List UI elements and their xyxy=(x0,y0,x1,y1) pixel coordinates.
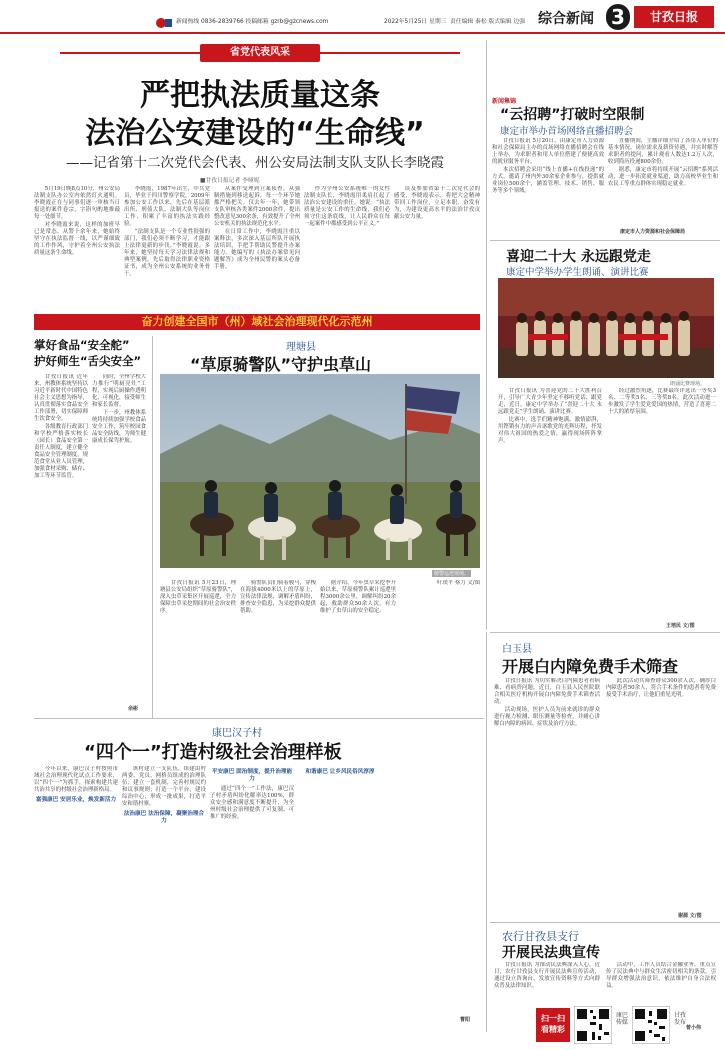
kangba-col-3 xyxy=(210,766,294,1014)
kangba-col-1 xyxy=(34,766,118,1014)
right-top-subtitle: 康定市举办首场网络直播招聘会 xyxy=(500,126,634,137)
kangba-sub-3: 平安康巴 固治制度，提升治理能力 xyxy=(211,769,293,782)
qr-strip xyxy=(536,1002,722,1046)
kangba-para-1: 该村建立一支队伍，组建由村两委、党员、网格员组成的治理队伍；建立一套机制，完善村规民约和议事规则；打造一个平台，建设综治中心；形成一批成果，打造平安和谐村寨。 xyxy=(122,766,206,807)
baiyu-para-0: 甘孜日报讯 为切实解决白内障患者看病难、看病贵问题，近日，白玉县人民医院联合相关医疗机构开展白内障免费手术筛查活动。 xyxy=(494,678,600,705)
right-mid-para-1: 比赛中，选手们精神饱满、激情澎湃，用铿锵有力的声音讴歌党的光辉历程，抒发对伟大祖国的热爱之情，赢得现场阵阵掌声。 xyxy=(498,417,602,444)
nongxing-title-1: 农行甘孜县支行 xyxy=(502,930,579,943)
litang-para-0: 甘孜日报讯 5月23日，理塘县公安局组织“草原骑警队”，深入虫草采集区开展巡逻，全力保障虫草采挖期间的社会治安秩序。 xyxy=(160,580,236,614)
litang-col-1 xyxy=(160,580,236,708)
masthead xyxy=(0,0,725,34)
litang-col-4 xyxy=(400,580,480,708)
kangba-para-2: 通过“四个一”工作法，康巴汉子村矛盾纠纷化解率达100%，群众安全感和满意度不断提升，为全州村级社会治理提供了可复制、可推广的经验。 xyxy=(210,786,294,820)
kangba-col-4 xyxy=(298,766,382,1014)
paper-name: 甘孜日报 xyxy=(634,6,714,28)
right-mid-para-0: 甘孜日报讯 为喜迎党的二十大胜利召开，引导广大青少年坚定不移听党话、跟党走，近日，康定中学举办了“喜迎二十大 永远跟党走”学生朗诵、演讲比赛。 xyxy=(498,388,602,415)
qr-logo-1: 康巴传媒 xyxy=(616,1012,629,1026)
nongxing-para-1: 活动中，工作人员结合金融业务，重点宣传了民法典中与群众生活密切相关的条款，引导群众增强法治意识，依法维护自身合法权益。 xyxy=(606,962,716,989)
lead-tag: 省党代表风采 xyxy=(200,44,320,62)
lead-title-2: 法治公安建设的“生命线” xyxy=(85,116,425,151)
lead-body-col-4 xyxy=(304,186,390,304)
right-top-title: “云招聘”打破时空限制 xyxy=(500,107,645,123)
qr-label: 扫一扫 看精彩 xyxy=(536,1008,570,1042)
date-text: 2022年5月25日 星期三 xyxy=(384,19,447,25)
baiyu-credit: 谢源 文/图 xyxy=(678,913,702,919)
food-para-2: 同时，全州学校大力推行“明厨亮灶”工程，实现后厨操作透明化、可视化，接受师生和家长监督。 xyxy=(92,374,146,408)
nongxing-title-2: 开展民法典宣传 xyxy=(502,945,600,961)
litang-col-3 xyxy=(320,580,396,708)
right-top-para-3: 据悉，康定市将持续开展“云招聘”系列活动，进一步拓宽就业渠道，助力高校毕业生和农民工等重点群体实现稳定就业。 xyxy=(608,167,718,187)
editor-text: 责任编辑 秦松 版式编辑 边强 xyxy=(450,19,526,25)
right-mid-subtitle: 康定中学举办学生朗诵、演讲比赛 xyxy=(506,267,649,278)
mounted-police-photo xyxy=(160,374,480,568)
nongxing-para-0: 甘孜日报讯 为推动民法典深入人心，近日，农行甘孜县支行开展民法典宣传活动，通过设立咨询台、发放宣传资料等方式向群众普及法律知识。 xyxy=(494,962,600,989)
litang-para-0b: 叶璞平 蔡力 文/图 xyxy=(437,580,480,586)
qr-code-1-icon[interactable] xyxy=(574,1006,612,1044)
lead-para-0: 5月19日晚8点10分，州公安局法制支队办公室内依然灯火通明。李晓霞正在与同事们逐一审核当日报送的案件卷宗，字斟句酌地推敲每一处细节。 xyxy=(34,186,120,220)
right-mid-title: 喜迎二十大 永远跟党走 xyxy=(506,249,651,265)
nongxing-credit: 曾小伟 xyxy=(686,1025,702,1031)
litang-para-2: 据介绍，今年虫草采挖季开始以来，草原骑警队累计巡逻里程3000余公里，调解纠纷20余起，救助群众50余人次，有力维护了虫草山的安全稳定。 xyxy=(320,580,396,614)
baiyu-place: 白玉县 xyxy=(502,644,532,655)
recital-photo-caption: 朗诵比赛现场。 xyxy=(670,381,706,387)
mounted-police-caption: 骑警巡逻现场。 xyxy=(434,571,470,577)
lead-para-1: 对李晓霞来说，这样的加班早已是常态。从警十余年来，她始终坚守在执法监督一线，以严谨细致的工作作风，守护着全州公安执法质量这条生命线。 xyxy=(34,222,120,256)
food-para-1: 各级教育行政部门和学校严格落实校长（园长）食品安全第一责任人制度，建立健全食品安全管理制度，规范食堂从业人员管理，加强食材采购、储存、加工等环节监管。 xyxy=(34,424,88,479)
section-title: 综合新闻 xyxy=(538,11,594,27)
food-credit: 余彬 xyxy=(128,706,139,712)
right-mid-para-2: 经过激烈角逐，比赛最终评选出一等奖3名、二等奖5名、三等奖8名。此次活动进一步激发了学生爱党爱国的热情，营造了喜迎二十大的浓厚氛围。 xyxy=(608,388,716,415)
food-title-2: 护好师生“舌尖安全” xyxy=(34,354,142,368)
news-digest-tag: 新闻集锦 xyxy=(492,98,517,105)
food-para-3: 下一步，州教体系统将持续加强学校食品安全工作，筑牢校园食品安全防线，为师生健康成长保驾护航。 xyxy=(92,410,146,444)
right-mid-credit: 王培民 文/图 xyxy=(666,623,695,629)
lead-body-col-2 xyxy=(124,186,210,304)
qr-logo-2: 甘孜发布 xyxy=(674,1012,687,1026)
litang-place: 理塘县 xyxy=(286,342,316,353)
kangba-credit: 曹阳 xyxy=(460,1017,471,1023)
kangba-sub-4: 和谐康巴 让乡风民俗风淳淳 xyxy=(305,769,375,775)
food-body-col-1 xyxy=(34,374,88,700)
right-mid-col-2 xyxy=(608,388,716,622)
lead-body-col-1 xyxy=(34,186,120,304)
lead-subtitle: ——记省第十二次党代会代表、州公安局法制支队支队长李晓霞 xyxy=(66,155,444,171)
right-top-para-1: 本次招聘会采用“线上直播+在线投递”的方式，邀请了州内外30余家企业参与，提供就业岗位500余个，涵盖管理、技术、销售、服务等多个领域。 xyxy=(492,167,604,194)
lead-para-2: 李晓霞，1987年出生，中共党员，毕业于四川警察学院。2009年参加公安工作以来，先后在基层派出所、刑侦大队、法制大队等岗位工作，积累了丰富的执法实践经验。 xyxy=(124,186,210,227)
lead-tag-banner xyxy=(60,44,460,62)
right-mid-col-1 xyxy=(498,388,602,622)
litang-col-2 xyxy=(240,580,316,708)
kangba-para-0: 今年以来，康巴汉子村按照市域社会治理现代化试点工作要求，以“四个一”为抓手，探索构建共建共治共享的村级社会治理新格局。 xyxy=(34,766,118,793)
lead-para-5: 在日常工作中，李晓霞注重以案释法，多次深入基层所队开展执法培训，手把手帮助民警提升办案能力。她编写的《执法办案常见问题解答》成为全州民警的案头必备手册。 xyxy=(214,229,300,270)
kangba-sub-2: 法治康巴 法治保障，凝聚治理合力 xyxy=(123,811,205,824)
lead-para-6: 作为全州公安系统唯一的女性法制支队长，李晓霞用柔肩扛起了法治公安建设的重任。她说：“执法质量是公安工作的生命线，我们必须守住这条底线，让人民群众在每一起案件中都感受到公平正义。” xyxy=(304,186,390,227)
baiyu-col-2 xyxy=(606,678,716,912)
lead-title-1: 严把执法质量这条 xyxy=(140,78,380,113)
right-top-credit: 康定市人力资源和社会保障局 xyxy=(620,229,686,235)
qr-code-2-icon[interactable] xyxy=(632,1006,670,1044)
lead-byline: ■甘孜日报记者 李娅妮 xyxy=(200,178,260,184)
right-top-col-1 xyxy=(492,138,604,226)
food-title-1: 掌好食品“安全舵” xyxy=(34,338,130,352)
baiyu-title: 开展白内障免费手术筛查 xyxy=(502,657,679,676)
baiyu-para-2: 此次活动共筛查群众300余人次，确诊白内障患者50余人，符合手术条件的患者将免费接受手术治疗，让他们重见光明。 xyxy=(606,678,716,698)
right-top-para-0: 甘孜日报讯 5月20日，由康定市人力资源和社会保障局主办的首场网络直播招聘会在线上举办，为求职者和用人单位搭建了便捷高效的就业服务平台。 xyxy=(492,138,604,165)
lead-body-col-3 xyxy=(214,186,300,304)
hotline-text: 新闻热线 0836-2839766 投稿邮箱 gzrb@gzcnews.com xyxy=(176,19,329,25)
food-para-0: 甘孜日报讯 近年来，州教体系统坚持以习近平新时代中国特色社会主义思想为指导，认真贯彻落实食品安全工作部署，切实保障师生饮食安全。 xyxy=(34,374,88,422)
lead-para-7: 谈及参加省第十二次党代会的感受，李晓霞表示，将把大会精神带回工作岗位，立足本职，奋发有为，为建设更高水平的法治甘孜贡献公安力量。 xyxy=(394,186,480,220)
litang-para-1: 骑警队员们骑着骏马，穿梭在海拔4000米以上的草原上，宣传法律法规，调解矛盾纠纷，排查安全隐患，为采挖群众提供帮助。 xyxy=(240,580,316,614)
mid-banner: 奋力创建全国市（州）域社会治理现代化示范州 xyxy=(34,314,480,330)
baiyu-col-1 xyxy=(494,678,600,912)
kangba-title: “四个一”打造村级社会治理样板 xyxy=(84,742,342,763)
food-body-col-2 xyxy=(92,374,146,700)
page-number: 3 xyxy=(606,4,630,30)
paper-logo-mark xyxy=(155,14,173,26)
litang-title: “草原骑警队”守护虫草山 xyxy=(190,355,372,374)
recital-photo xyxy=(498,278,714,378)
kangba-col-2 xyxy=(122,766,206,1014)
kangba-place: 康巴汉子村 xyxy=(212,728,262,739)
kangba-sub-1: 富强康巴 安居乐业，焕发新活力 xyxy=(35,797,117,803)
lead-body-col-5 xyxy=(394,186,480,304)
right-top-col-2 xyxy=(608,138,718,226)
baiyu-para-1: 活动现场，医护人员为前来就诊的群众进行视力检测、眼压测量等检查，并耐心讲解白内障的病因、症状及治疗方法。 xyxy=(494,707,600,727)
right-top-para-2: 直播期间，主播详细介绍了各用人单位的基本情况、岗位需求及薪资待遇，并实时解答求职者的提问，累计观看人数达1.2万人次，收到简历投递800余份。 xyxy=(608,138,718,165)
lead-para-3: “法制支队是一个专业性很强的部门，我们必须不断学习，才能跟上法律更新的步伐。”李晓霞说。多年来，她坚持每天学习法律法规和典型案例，先后取得法律职业资格证书，成为全州公安系统的业务骨干。 xyxy=(124,229,210,277)
lead-para-4: 从案件受理到立案侦查，从强制措施到移送起诉，每一个环节她都严格把关。仅去年一年，她带领支队审核各类案件2000余件，提出整改意见300余条，有效提升了全州公安机关的执法规范化水平。 xyxy=(214,186,300,227)
